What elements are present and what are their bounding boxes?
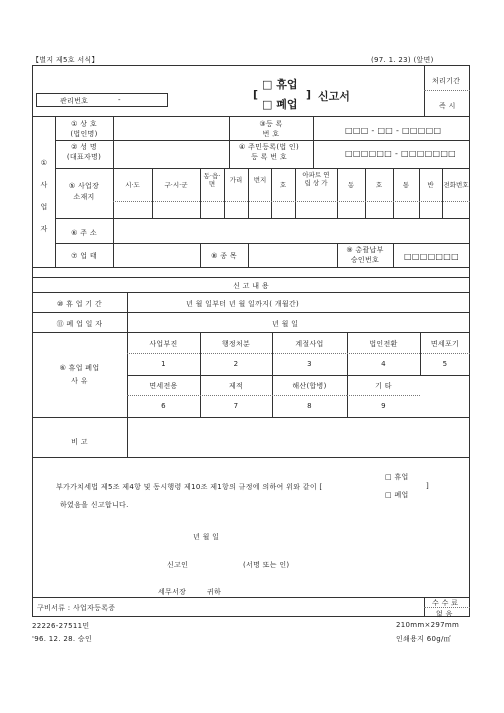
addr-col-gari: 가리 [229, 176, 243, 184]
honorific-label: 귀하 [207, 588, 222, 596]
addr-col-tong: 통 [402, 181, 410, 189]
business-type-label: ⑦ 업 태 [71, 252, 97, 260]
footer-paper: 인쇄용지 60g/㎡ [396, 635, 451, 643]
processing-label: 처리기간 [432, 77, 461, 85]
addr-col-phone: 전화번호 [443, 181, 469, 189]
report-header: 신 고 내 용 [233, 282, 269, 290]
resident-no-label: ④ 주민등록(법 인) 등 록 번 호 [238, 143, 300, 161]
closure-period-label: ⑩ 휴 업 기 간 [57, 300, 102, 308]
reason-code: 9 [381, 402, 386, 410]
category-label: ⑧ 종 목 [211, 252, 237, 260]
addr-col-ban: 반 [427, 181, 434, 189]
title-bracket-open: [ [253, 88, 259, 101]
reason-code: 2 [233, 360, 239, 368]
page-title: 신고서 [318, 90, 350, 103]
form-label: 【별지 제5호 서식】 [32, 56, 99, 64]
title-option-shutdown: □ 폐업 [262, 98, 298, 111]
reason-code: 3 [307, 360, 312, 368]
declaration-line2: 하였음을 신고합니다. [60, 501, 129, 509]
reason-removal: 제적 [228, 382, 244, 390]
attachments-label: 구비서류 : 사업자등록증 [37, 604, 116, 612]
title-option-closure: □ 휴업 [262, 78, 298, 91]
reason-code: 5 [442, 360, 448, 368]
declaration-date: 년 월 일 [193, 533, 220, 541]
closure-period-value: 년 월 일부터 년 월 일까지( 개월간) [186, 300, 300, 308]
mgmt-no-box [36, 93, 168, 107]
addr-col-gusigun: 구·시·군 [164, 181, 188, 189]
declaration-close: ] [426, 482, 430, 490]
addr-col-dong: 동 [347, 181, 355, 189]
name-label: ② 성 명 (대표자명) [66, 143, 102, 161]
addr-col-unit: 호 [375, 181, 383, 189]
addr-col-ho: 호 [279, 181, 287, 189]
reason-business-slump: 사업부진 [149, 340, 178, 348]
addr-col-sido: 시·도 [125, 181, 140, 189]
reason-admin-action: 행정처분 [221, 340, 251, 348]
reg-no-label: ③등 록 번 호 [259, 120, 283, 138]
reason-seasonal: 계절사업 [295, 340, 324, 348]
reporter-label: 신고인 [167, 561, 189, 569]
location-label: ⑤ 사업장 소재지 [68, 182, 100, 201]
fee-value: 없 음 [436, 610, 453, 618]
declaration-opt-closure: □ 휴업 [385, 473, 409, 481]
mgmt-no-label: 관리번호 [60, 97, 89, 105]
tax-office-label: 세무서장 [158, 588, 187, 596]
reason-dissolution: 해산(합병) [292, 382, 327, 390]
reason-tax-exempt-use: 면세전용 [149, 382, 178, 390]
addr-col-dongeupmyeon: 동·읍·면 [203, 172, 221, 188]
shutdown-date-value: 년 월 일 [272, 320, 299, 328]
processing-value: 즉 시 [439, 102, 456, 110]
addr-col-apartment: 아파트 연 립 상 가 [302, 171, 330, 187]
footer-size: 210mm×297mm [396, 621, 460, 629]
addr-col-bunji: 번지 [253, 176, 267, 184]
declaration-line1: 부가가치세법 제5조 제4항 및 동시행령 제10조 제1항의 규정에 의하여 위와 같이 [ [56, 483, 323, 491]
fee-label: 수 수 료 [432, 599, 459, 607]
trade-name-label: ① 상 호 (법인명) [70, 120, 98, 138]
reason-code: 4 [381, 360, 386, 368]
remarks-label: 비 고 [71, 438, 88, 446]
signature-label: (서명 또는 인) [243, 561, 290, 569]
applicant-section-label: ① 사 업 자 [40, 159, 48, 233]
reason-label: ⑥ 휴업 폐업 사 유 [59, 364, 100, 385]
shutdown-date-label: ⑪ 폐 업 일 자 [56, 320, 103, 328]
bond-boxes: □□□□□□□ [404, 252, 460, 261]
reason-code: 1 [161, 360, 166, 368]
mgmt-no-dash: - [118, 96, 121, 104]
title-bracket-close: ] [306, 88, 312, 101]
footer-approval: '96. 12. 28. 승인 [32, 635, 93, 643]
revision-note: (97. 1. 23) (앞면) [371, 56, 434, 64]
reg-no-boxes: □□□ - □□ - □□□□□ [345, 126, 442, 135]
resident-no-boxes: □□□□□□ - □□□□□□□ [345, 149, 457, 158]
footer-code: 22226-27511민 [32, 622, 90, 630]
reason-other: 기 타 [375, 382, 392, 390]
reason-code: 8 [307, 402, 312, 410]
reason-corp-conversion: 법인전환 [369, 340, 398, 348]
bond-label: ⑨ 총괄납부 승인번호 [346, 246, 384, 264]
address-label: ⑥ 주 소 [71, 229, 97, 237]
reason-tax-exempt-waiver: 면세포기 [430, 340, 460, 348]
declaration-opt-shutdown: □ 폐업 [385, 491, 409, 499]
reason-code: 6 [161, 402, 166, 410]
reason-code: 7 [233, 402, 239, 410]
